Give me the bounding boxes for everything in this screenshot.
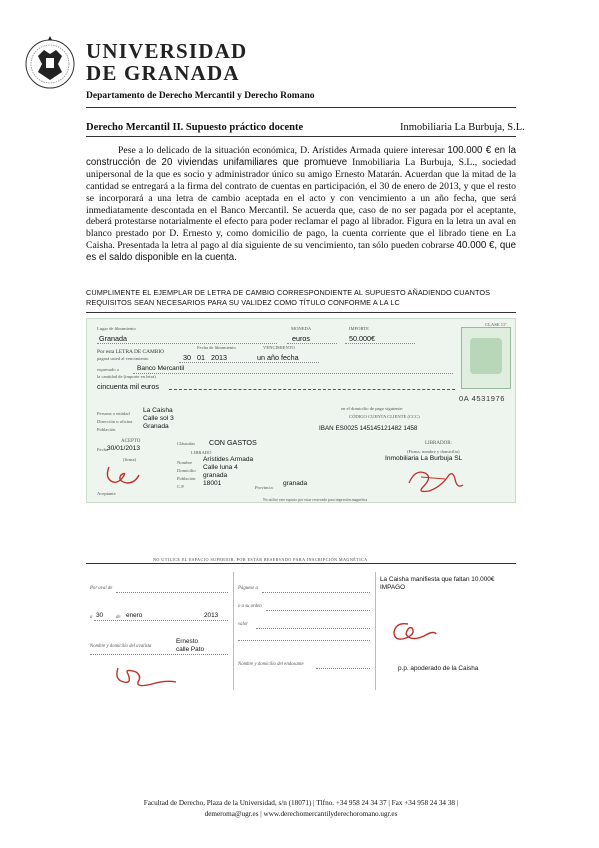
- acepto-fecha-value[interactable]: 30/01/2013: [107, 445, 141, 452]
- domicilio-pago-label: en el domicilio de pago siguiente:: [341, 406, 404, 411]
- librado-provincia-value[interactable]: granada: [283, 480, 308, 487]
- nombre-label: Nombre: [177, 460, 193, 465]
- orden-value[interactable]: Banco Mercantil: [137, 365, 185, 372]
- endosante-label: Nombre y domicilio del endosante: [238, 662, 304, 667]
- librado-label: LIBRADO: [191, 450, 212, 455]
- subject-title: Derecho Mercantil II. Supuesto práctico docente: [86, 122, 304, 133]
- poblacion-label: Población: [97, 427, 116, 432]
- university-name-line1: UNIVERSIDAD: [86, 39, 248, 63]
- avalista-nombre-value[interactable]: Ernesto: [176, 638, 199, 645]
- moneda-label: MONEDA: [291, 326, 312, 331]
- acepto-label: ACEPTO: [121, 439, 141, 444]
- case-text-part3: Inmobiliaria La Burbuja, S.L., sociedad unipersonal de la que es socio y administrador único su amigo Ernesto Matarán. Acuerdan que la mitad de la cantidad se entregará a la firma del contrato de cuentas en participación, el 30 de enero de 2013, y que el resto se incorporará a una letra de cambio aceptada en el acto y con vencimiento a un año fecha, que será inmediatamente descontada en el Banco Mercantil. Se acuerda que, caso de no ser pagada por el aceptante, deberá protestarse notarialmente el efecto para poder reclamar el pago al librador. Figura en la letra un aval en blanco prestado por D. Ernesto y, como domicilio de pago, la cuenta corriente que el librado tiene en La Caisha. Presentada la letra al pago al día siguiente de su vencimiento, tan sólo pueden cobrarse: [86, 156, 517, 252]
- cantidad-letra-value[interactable]: cincuenta mil euros: [97, 382, 159, 391]
- orden-label: o a su orden: [238, 604, 262, 609]
- guarantor-signature-icon: [112, 662, 182, 690]
- por-esta-label: Por esta LETRA DE CAMBIO: [97, 349, 165, 355]
- ccc-label: CÓDIGO CUENTA CLIENTE (CCC): [349, 414, 420, 419]
- reserved-divider: [86, 563, 516, 564]
- paguese-label: Páguese a: [238, 586, 258, 591]
- por-aval-label: Por aval de: [90, 586, 113, 591]
- librador-label: LIBRADOR:: [425, 441, 452, 446]
- firma-nombre-label: (Firma, nombre y domicilio): [407, 449, 460, 454]
- lugar-value[interactable]: Granada: [99, 334, 127, 343]
- instruction-text: CUMPLIMENTE EL EJEMPLAR DE LETRA DE CAMBIO CORRESPONDIENTE AL SUPUESTO AÑADIENDO CUANTOS REQUISITOS SEAN NECESARIOS PARA SU VALIDEZ COMO TÍTULO CONFORME A LA LC: [86, 288, 491, 307]
- librado-cp-value[interactable]: 18001: [203, 480, 222, 487]
- footer-contact: demeroma@ugr.es | www.derechomercantilyderechoromano.ugr.es: [204, 809, 398, 818]
- university-name-line2: DE GRANADA: [86, 61, 240, 85]
- case-text-amount: 100.000 € en la construcción de 20 viviendas unifamiliares que promueve: [86, 145, 516, 168]
- importe-value[interactable]: 50.000€: [349, 334, 375, 343]
- vencimiento-value[interactable]: un año fecha: [257, 353, 299, 362]
- avalista-label: Nombre y domicilio del avalista: [90, 644, 152, 649]
- reverse-note[interactable]: La Caisha manifiesta que faltan 10.000€ IMPAGO: [380, 576, 495, 591]
- bank-signature-icon: [388, 616, 438, 646]
- direccion-value[interactable]: Calle sol 3: [143, 415, 174, 422]
- clausulas-label: Cláusulas: [177, 441, 195, 446]
- reserved-space-note: NO UTILICE EL ESPACIO SUPERIOR, POR ESTAR RESERVADO PARA INSCRIPCIÓN MAGNÉTICA: [150, 557, 371, 562]
- poblacion2-label: Población: [177, 476, 196, 481]
- persona-value[interactable]: La Caisha: [143, 407, 173, 414]
- librado-nombre-value[interactable]: Arístides Armada: [203, 456, 254, 463]
- aval-anio-value[interactable]: 2013: [204, 612, 219, 619]
- clase-label: CLASE 11ª: [485, 322, 507, 327]
- subject-divider: [86, 136, 516, 137]
- footer-address: Facultad de Derecho, Plaza de la Universidad, s/n (18071) | Tlfno. +34 958 24 34 37 | Fax +34 958 24 34 38 |: [143, 799, 459, 807]
- footer: [86, 798, 516, 819]
- avalista-domicilio-value[interactable]: calle Pato: [176, 646, 205, 653]
- case-text-part1: Pese a lo delicado de la situación económica, D. Arístides Armada quiere interesar: [118, 145, 448, 156]
- cp-label: C.P.: [177, 484, 185, 489]
- drawer-signature-icon: [405, 465, 465, 495]
- a-label: a: [90, 615, 93, 620]
- university-name: [86, 40, 247, 84]
- aval-mes-value[interactable]: enero: [126, 612, 143, 619]
- firma-label: (firma): [123, 457, 137, 462]
- lugar-label: Lugar de libramiento: [97, 326, 136, 331]
- provincia-label: Provincia: [255, 485, 273, 490]
- company-name: Inmobiliaria La Burbuja, S.L.: [400, 122, 525, 133]
- aval-dia-value[interactable]: 30: [96, 612, 104, 619]
- fecha-label: Fecha: [97, 447, 108, 452]
- librador-value[interactable]: Inmobiliaria La Burbuja SL: [385, 455, 463, 462]
- apoderado-value[interactable]: p.p. apoderado de la Caisha: [398, 665, 479, 672]
- fecha-libramiento-label: Fecha de libramiento: [197, 345, 236, 350]
- bill-footnote: No utilice este espacio por estar reservado para impresión magnética: [263, 498, 368, 502]
- serial-number: 0A 4531976: [459, 394, 506, 403]
- iban-value[interactable]: IBAN ES0025 145145121482 1458: [319, 425, 418, 432]
- bill-of-exchange: [86, 318, 516, 503]
- case-text-balance: 40.000 €, que es el saldo disponible en la cuenta.: [86, 240, 516, 264]
- case-statement: [86, 145, 516, 264]
- persona-label: Persona o entidad: [97, 411, 130, 416]
- university-crest-icon: [24, 34, 76, 96]
- vencimiento-label: VENCIMIENTO: [263, 345, 295, 350]
- expresado-label: expresado a: [97, 367, 119, 372]
- cantidad-label: la cantidad de (importe en letra): [97, 374, 156, 379]
- librado-domicilio-value[interactable]: Calle luna 4: [203, 464, 238, 471]
- header-divider: [86, 107, 516, 108]
- de-label: de: [116, 615, 121, 620]
- importe-label: IMPORTE: [349, 326, 369, 331]
- fiscal-stamp: [461, 327, 511, 389]
- librado-poblacion-value[interactable]: granada: [203, 472, 228, 479]
- clausulas-value[interactable]: CON GASTOS: [209, 438, 257, 447]
- instruction-divider: [86, 312, 516, 313]
- domicilio-label: Domicilio: [177, 468, 196, 473]
- poblacion-value[interactable]: Granada: [143, 423, 169, 430]
- valor-label: valor: [238, 622, 249, 627]
- acceptor-signature-icon: [103, 463, 143, 487]
- aceptante-label: Aceptante: [97, 491, 116, 496]
- moneda-value[interactable]: euros: [292, 334, 310, 343]
- pagara-label: pagará usted al vencimiento: [97, 356, 149, 361]
- department-name: Departamento de Derecho Mercantil y Derecho Romano: [86, 91, 315, 101]
- fecha-libramiento-value[interactable]: 30 01 2013: [183, 353, 227, 362]
- direccion-label: Dirección u oficina: [97, 419, 133, 424]
- bill-reverse: [86, 572, 516, 702]
